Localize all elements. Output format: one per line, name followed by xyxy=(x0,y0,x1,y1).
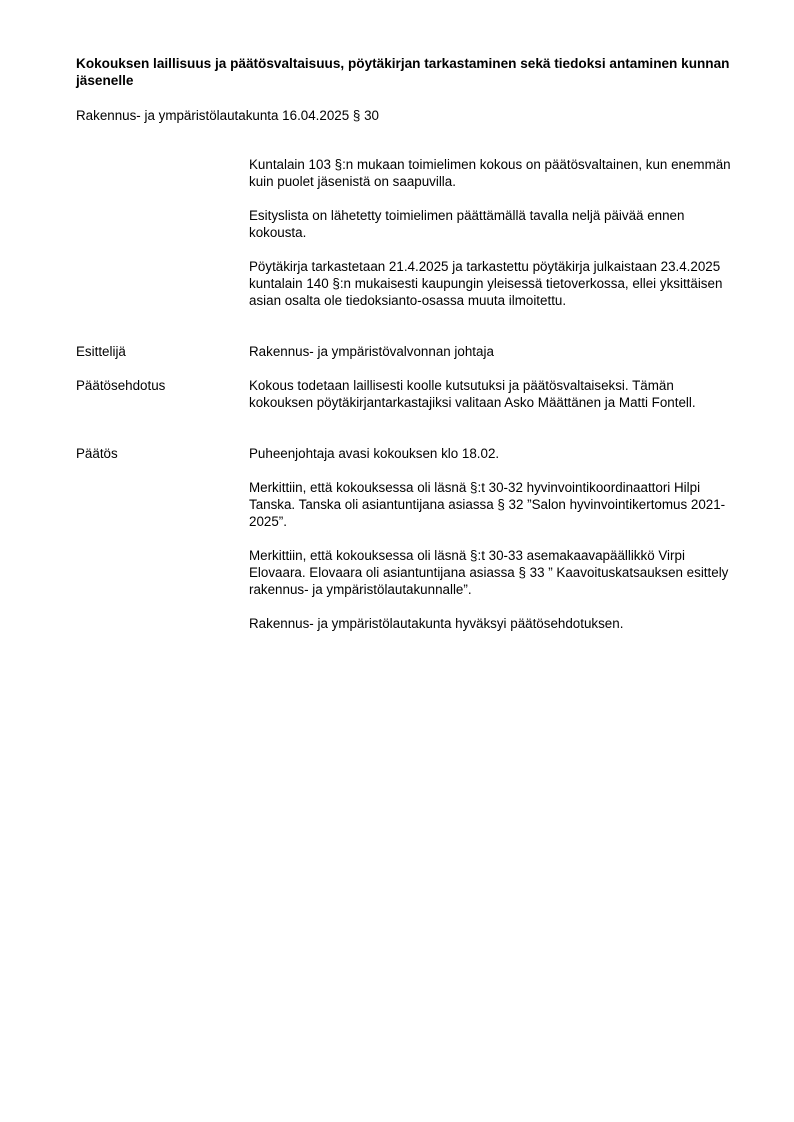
intro-paragraph: Kuntalain 103 §:n mukaan toimielimen kokous on päätösvaltainen, kun enemmän kuin puolet jäsenistä on saapuvilla. xyxy=(249,157,731,189)
paatos-content xyxy=(249,445,736,649)
paatos-paragraph: Puheenjohtaja avasi kokouksen klo 18.02. xyxy=(249,446,500,461)
paatos-paragraph: Merkittiin, että kokouksessa oli läsnä §:t 30-32 hyvinvointikoordinaattori Hilpi Tanska. Tanska oli asiantuntijana asiassa § 32 ”Salon hyvinvointikertomus 2021-2025”. xyxy=(249,480,726,529)
esittelija-text: Rakennus- ja ympäristövalvonnan johtaja xyxy=(249,344,494,359)
intro-paragraph: Esityslista on lähetetty toimielimen päättämällä tavalla neljä päivää ennen kokousta. xyxy=(249,208,685,240)
paatos-label: Päätös xyxy=(76,446,118,461)
paatosehdotus-label: Päätösehdotus xyxy=(76,378,166,393)
intro-section xyxy=(249,156,735,326)
paatos-paragraph: Merkittiin, että kokouksessa oli läsnä §:t 30-33 asemakaavapäällikkö Virpi Elovaara. Elovaara oli asiantuntijana asiassa § 33 ” Kaavoituskatsauksen esittely rakennus- ja ympäristölautakunnalle”. xyxy=(249,548,729,597)
esittelija-label: Esittelijä xyxy=(76,344,126,359)
meeting-reference: Rakennus- ja ympäristölautakunta 16.04.2025 § 30 xyxy=(76,108,379,123)
paatos-paragraph: Rakennus- ja ympäristölautakunta hyväksyi päätösehdotuksen. xyxy=(249,616,624,631)
paatosehdotus-text: Kokous todetaan laillisesti koolle kutsutuksi ja päätösvaltaiseksi. Tämän kokouksen pöytäkirjantarkastajiksi valitaan Asko Määttänen ja Matti Fontell. xyxy=(249,378,696,410)
intro-paragraph: Pöytäkirja tarkastetaan 21.4.2025 ja tarkastettu pöytäkirja julkaistaan 23.4.2025 kuntalain 140 §:n mukaisesti kaupungin yleisessä tietoverkossa, ellei yksittäisen asian osalta ole tiedoksianto-osassa muuta ilmoitettu. xyxy=(249,259,723,308)
document-title: Kokouksen laillisuus ja päätösvaltaisuus, pöytäkirjan tarkastaminen sekä tiedoksi antaminen kunnan jäsenelle xyxy=(76,56,730,88)
